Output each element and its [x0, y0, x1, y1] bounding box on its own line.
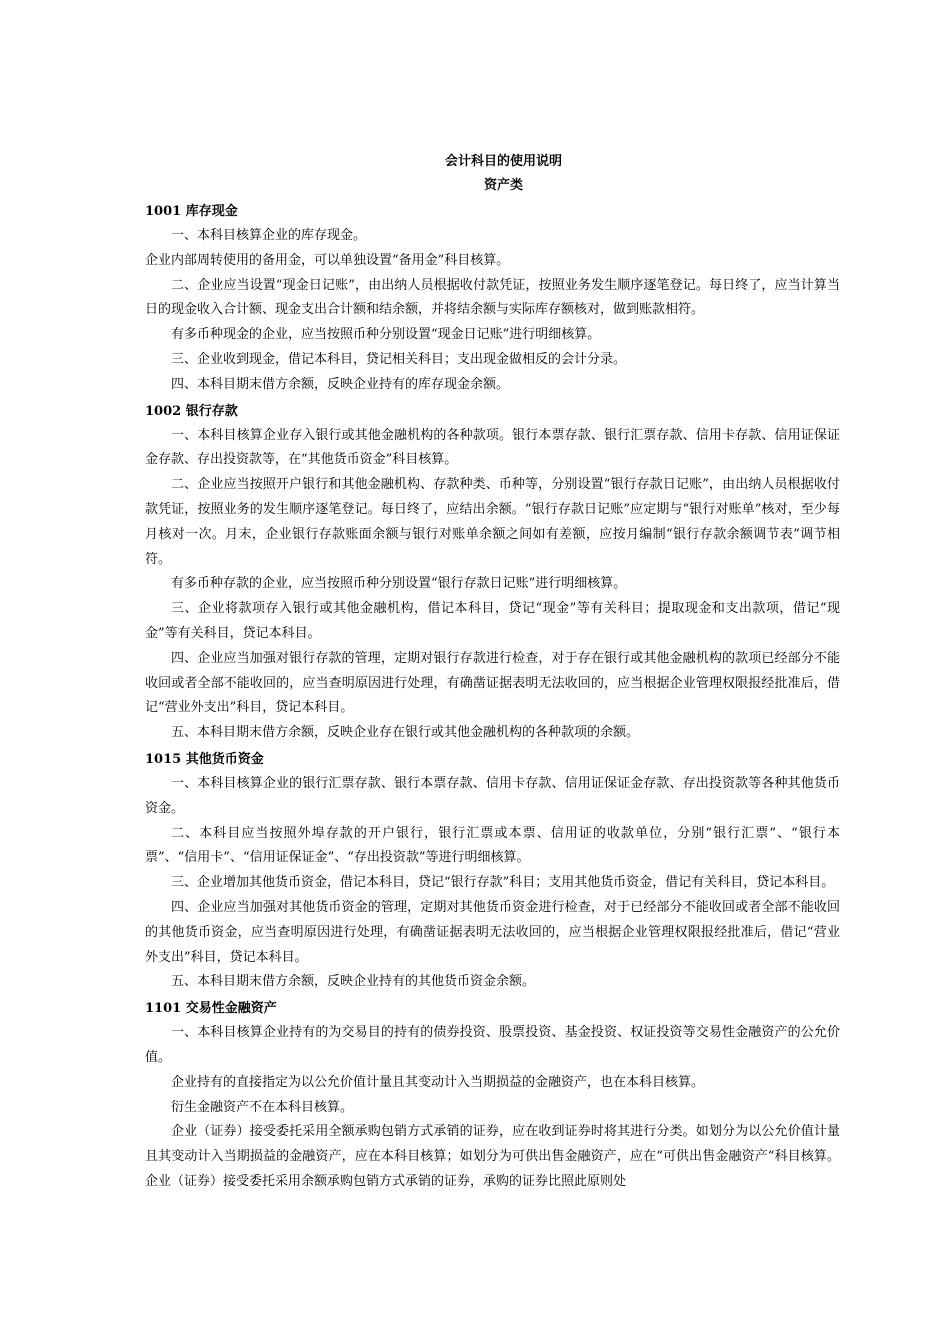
paragraph: 三、企业将款项存入银行或其他金融机构，借记本科目，贷记“现金”等有关科目；提取现金和支出款项，借记“现金”等有关科目，贷记本科目。 — [145, 601, 840, 641]
section-1002 — [145, 400, 840, 746]
paragraph: 一、本科目核算企业持有的为交易目的持有的债券投资、股票投资、基金投资、权证投资等交易性金融资产的公允价值。 — [145, 1025, 840, 1065]
paragraph: 五、本科目期末借方余额，反映企业存在银行或其他金融机构的各种款项的余额。 — [171, 725, 640, 741]
paragraph: 企业（证券）接受委托采用全额承购包销方式承销的证券，应在收到证券时将其进行分类。如划分为以公允价值计量且其变动计入当期损益的金融资产，应在本科目核算；如划分为可供出售金融资产，应在“可供出售金融资产“科目核算。企业（证券）接受委托采用余额承购包销方式承销的证券，承购的证券比照此原则处 — [145, 1124, 840, 1189]
paragraph: 有多币种现金的企业，应当按照币种分别设置“现金日记账”进行明细核算。 — [171, 327, 601, 343]
paragraph: 五、本科目期末借方余额，反映企业持有的其他货币资金余额。 — [171, 974, 536, 990]
paragraph: 有多币种存款的企业，应当按照币种分别设置“银行存款日记账”进行明细核算。 — [171, 576, 627, 592]
paragraph: 一、本科目核算企业存入银行或其他金融机构的各种款项。银行本票存款、银行汇票存款、信用卡存款、信用证保证金存款、存出投资款等，在“其他货币资金”科目核算。 — [145, 427, 840, 468]
section-heading: 1015 其他货币资金 — [145, 751, 264, 767]
paragraph: 三、企业收到现金，借记本科目，贷记相关科目；支出现金做相反的会计分录。 — [171, 351, 627, 367]
paragraph: 四、企业应当加强对其他货币资金的管理，定期对其他货币资金进行检查，对于已经部分不能收回或者全部不能收回的其他货币资金，应当查明原因进行处理，有确凿证据表明无法收回的，应当根据企业管理权限报经批准后，借记“营业外支出”科目，贷记本科目。 — [145, 899, 840, 965]
section-heading: 1001 库存现金 — [145, 204, 238, 219]
paragraph: 二、企业应当设置“现金日记账”，由出纳人员根据收付款凭证，按照业务发生顺序逐笔登记。每日终了，应当计算当日的现金收入合计额、现金支出合计额和结余额，并将结余额与实际库存额核对，做到账款相符。 — [145, 277, 840, 318]
paragraph: 衍生金融资产不在本科目核算。 — [171, 1099, 354, 1115]
paragraph: 三、企业增加其他货币资金，借记本科目，贷记“银行存款”科目；支用其他货币资金，借记有关科目，贷记本科目。 — [171, 875, 835, 891]
paragraph: 一、本科目核算企业的银行汇票存款、银行本票存款、信用卡存款、信用证保证金存款、存出投资款等各种其他货币资金。 — [145, 775, 840, 816]
paragraph: 四、本科目期末借方余额，反映企业持有的库存现金余额。 — [171, 376, 510, 392]
paragraph: 企业持有的直接指定为以公允价值计量且其变动计入当期损益的金融资产，也在本科目核算。 — [171, 1074, 705, 1090]
section-1001 — [145, 200, 840, 398]
section-1015 — [145, 748, 840, 995]
document-page — [145, 150, 840, 1195]
paragraph: 二、企业应当按照开户银行和其他金融机构、存款种类、币种等，分别设置“银行存款日记账”，由出纳人员根据收付款凭证，按照业务的发生顺序逐笔登记。每日终了，应结出余额。“银行存款日记账”应定期与“银行对账单”核对，至少每月核对一次。月末，企业银行存款账面余额与银行对账单余额之间如有差额，应按月编制“银行存款余额调节表”调节相符。 — [145, 477, 840, 567]
paragraph: 企业内部周转使用的备用金，可以单独设置“备用金”科目核算。 — [145, 252, 510, 268]
paragraph: 二、本科目应当按照外埠存款的开户银行，银行汇票或本票、信用证的收款单位，分别“银行汇票”、“银行本票”、“信用卡”、“信用证保证金”、“存出投资款”等进行明细核算。 — [145, 825, 840, 866]
section-heading: 1002 银行存款 — [145, 403, 238, 419]
paragraph: 四、企业应当加强对银行存款的管理，定期对银行存款进行检查，对于存在银行或其他金融机构的款项已经部分不能收回或者全部不能收回的，应当查明原因进行处理，有确凿证据表明无法收回的，应当根据企业管理权限报经批准后，借记“营业外支出”科目，贷记本科目。 — [145, 650, 840, 716]
document-title: 会计科目的使用说明 — [444, 154, 562, 169]
section-heading: 1101 交易性金融资产 — [145, 1001, 277, 1017]
document-subtitle: 资产类 — [483, 178, 523, 193]
paragraph: 一、本科目核算企业的库存现金。 — [171, 228, 367, 243]
section-1101 — [145, 997, 840, 1195]
